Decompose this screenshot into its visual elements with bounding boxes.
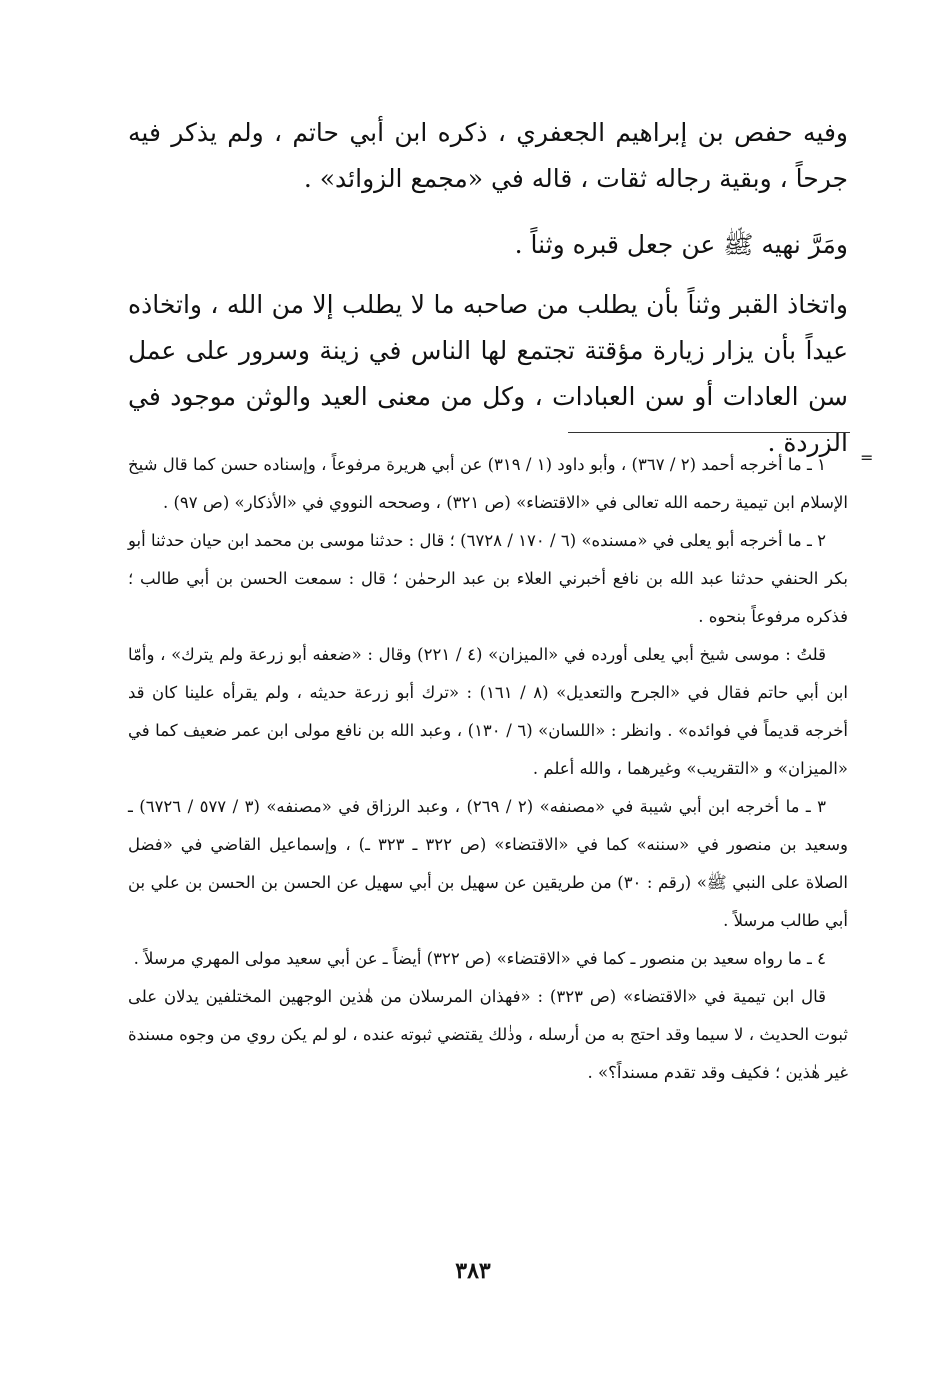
main-paragraph-1-text: وفيه حفص بن إبراهيم الجعفري ، ذكره ابن أبي حاتم ، ولم يذكر فيه جرحاً ، وبقية رجاله ثقات ، قاله في «مجمع الزوائد» . xyxy=(128,118,848,193)
footnote-1: ١ ـ ما أخرجه أحمد (٢ / ٣٦٧) ، وأبو داود (١ / ٣١٩) عن أبي هريرة مرفوعاً ، وإسناده حسن كما قال شيخ الإسلام ابن تيمية رحمه الله تعالى في «الاقتضاء» (ص ٣٢١) ، وصححه النووي في «الأذكار» (ص ٩٧) . xyxy=(128,455,848,512)
footnote-2: ٢ ـ ما أخرجه أبو يعلى في «مسنده» (٦ / ١٧٠ / ٦٧٢٨) ؛ قال : حدثنا موسى بن محمد ابن حيان حدثنا أبو بكر الحنفي حدثنا عبد الله بن نافع أخبرني العلاء بن عبد الرحمٰن ؛ قال : سمعت الحسن بن أبي طالب ؛ فذكره مرفوعاً بنحوه . xyxy=(128,531,848,626)
main-paragraph-2 xyxy=(128,222,886,268)
footnotes-section xyxy=(128,446,848,1092)
main-paragraph-3-text: واتخاذ القبر وثناً بأن يطلب من صاحبه ما لا يطلب إلا من الله ، واتخاذه عيداً بأن يزار زيارة مؤقتة تجتمع لها الناس في زينة وسرور على عمل سن العادات أو سن العبادات ، وكل من معنى العيد والوثن موجود في الزردة . xyxy=(128,290,848,457)
main-paragraph-1 xyxy=(128,110,848,202)
footnote-2-comment: قلتُ : موسى شيخ أبي يعلى أورده في «الميزان» (٤ / ٢٢١) وقال : «ضعفه أبو زرعة ولم يترك» ، وأمّا ابن أبي حاتم فقال في «الجرح والتعديل» (٨ / ١٦١) : «ترك أبو زرعة حديثه ، ولم يقرأه علينا كان قد أخرجه قديماً في فوائده» . وانظر : «اللسان» (٦ / ١٣٠) ، وعبد الله بن نافع مولى ابن عمر ضعيف كما في «الميزان» و «التقريب» وغيرهما ، والله أعلم . xyxy=(128,645,848,778)
page-number: ٣٨٣ xyxy=(455,1258,491,1284)
footnote-4: ٤ ـ ما رواه سعيد بن منصور ـ كما في «الاقتضاء» (ص ٣٢٢) أيضاً ـ عن أبي سعيد مولى المهري مرسلاً . xyxy=(133,949,826,968)
footnote-4-comment: قال ابن تيمية في «الاقتضاء» (ص ٣٢٣) : «فهذان المرسلان من هٰذين الوجهين المختلفين يدلان على ثبوت الحديث ، لا سيما وقد احتج به من أرسله ، وذٰلك يقتضي ثبوته عنده ، لو لم يكن روي من وجوه مسندة غير هٰذين ؛ فكيف وقد تقدم مسنداً؟» . xyxy=(128,987,848,1082)
footnote-separator xyxy=(568,432,850,433)
main-paragraph-2-text: ومَرَّ نهيه ﷺ عن جعل قبره وثناً . xyxy=(514,230,848,259)
footnote-continuation-marker: = xyxy=(860,448,874,467)
footnote-3: ٣ ـ ما أخرجه ابن أبي شيبة في «مصنفه» (٢ / ٢٦٩) ، وعبد الرزاق في «مصنفه» (٣ / ٥٧٧ / ٦٧٢٦) ـ وسعيد بن منصور في «سننه» كما في «الاقتضاء» (ص ٣٢٢ ـ ٣٢٣ ـ) ، وإسماعيل القاضي في «فضل الصلاة على النبي ﷺ» (رقم : ٣٠) من طريقين عن سهيل بن أبي سهيل عن الحسن بن الحسن بن علي بن أبي طالب مرسلاً . xyxy=(128,797,848,930)
main-paragraph-3 xyxy=(128,282,886,466)
